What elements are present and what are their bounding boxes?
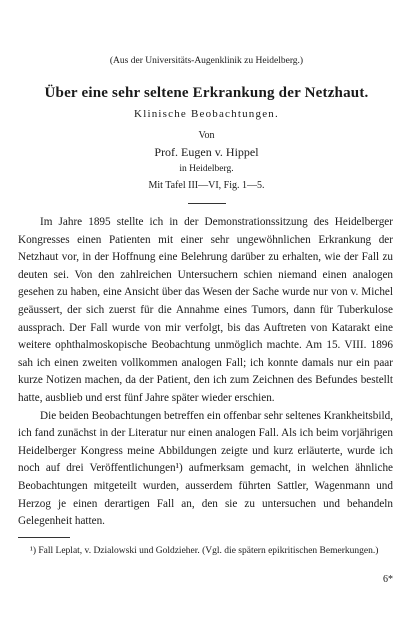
- article-subtitle: Klinische Beobachtungen.: [134, 108, 279, 120]
- article-title: Über eine sehr seltene Erkrankung der Netzhaut.: [44, 85, 369, 101]
- page-signature: 6*: [383, 574, 393, 585]
- footnote: ¹) Fall Leplat, v. Dzialowski und Goldzieher. (Vgl. die spätern epikritischen Bemerkungen.): [30, 546, 379, 556]
- title-divider: [188, 203, 226, 204]
- by-line: Von: [198, 130, 215, 141]
- author-place: in Heidelberg.: [179, 164, 234, 174]
- footnote-divider: [18, 537, 70, 538]
- institution-header: (Aus der Universitäts-Augenklinik zu Heidelberg.): [109, 56, 304, 66]
- author-name: Prof. Eugen v. Hippel: [154, 145, 259, 159]
- article-body: [18, 214, 393, 531]
- plates-reference: Mit Tafel III—VI, Fig. 1—5.: [148, 180, 265, 191]
- paragraph-1: Im Jahre 1895 stellte ich in der Demonstrationssitzung des Heidelberger Kongresses einen Patienten mit einer sehr ungewöhnlichen Erkrankung der Netzhaut vor, in der Hoffnung eine Belehrung darüber zu erhalten, wie der Fall zu deuten sei. Von den zahlreichen Untersuchern schien niemand einen analogen gesehen zu haben, eine Ansicht über das Wesen der Sache wurde nur von v. Michel geäussert, der sich zuerst für die Annahme eines Tumors, dann für Tuberkulose aussprach. Der Fall wurde von mir verfolgt, bis das Auftreten von Katarakt eine weitere ophthalmoskopische Beobachtung unmöglich machte. Am 15. VIII. 1896 sah ich einen zweiten vollkommen analogen Fall; ich konnte damals nur ein paar kurze Notizen machen, da der Patient, den ich zum Zeichnen des Befundes bestellt hatte, ausblieb und erst fünf Jahre später wieder erschien.: [18, 216, 393, 404]
- paragraph-2: Die beiden Beobachtungen betreffen ein offenbar sehr seltenes Krankheitsbild, ich fand zunächst in der Literatur nur einen analogen Fall. Als ich beim vorjährigen Heidelberger Kongress meine Abbildungen zeigte und kurz erläuterte, wurde ich noch auf drei Veröffentlichungen¹) aufmerksam gemacht, in welchen ähnliche Beobachtungen mitgeteilt wurden, ausserdem führten Sattler, Wagenmann und Herzog je einen derartigen Fall an, den sie zu untersuchen und behandeln Gelegenheit hatten.: [18, 409, 393, 528]
